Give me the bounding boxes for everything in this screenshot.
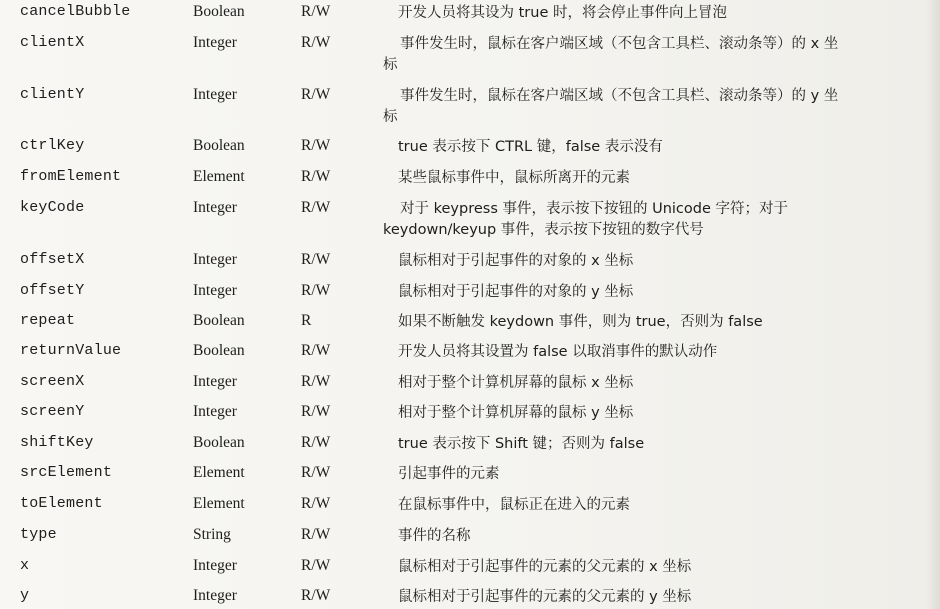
property-name: y: [20, 587, 30, 604]
property-description: 鼠标相对于引起事件的元素的父元素的 y 坐标: [398, 589, 692, 605]
property-access: R/W: [301, 86, 331, 103]
property-type: Element: [193, 168, 245, 185]
property-access: R: [301, 312, 312, 329]
property-access: R/W: [301, 495, 331, 512]
property-access: R/W: [301, 587, 331, 604]
property-access: R/W: [301, 403, 331, 420]
property-type: Integer: [193, 34, 237, 51]
property-name: ctrlKey: [20, 137, 85, 154]
property-type: Boolean: [193, 137, 245, 154]
property-name: repeat: [20, 312, 76, 329]
property-type: Integer: [193, 373, 237, 390]
property-name: screenY: [20, 403, 85, 420]
property-description: 某些鼠标事件中，鼠标所离开的元素: [398, 170, 630, 186]
property-description: 鼠标相对于引起事件的对象的 x 坐标: [398, 253, 634, 269]
property-type: Element: [193, 464, 245, 481]
property-description: 开发人员将其设置为 false 以取消事件的默认动作: [398, 344, 718, 360]
property-description: 引起事件的元素: [398, 466, 500, 482]
property-description: 开发人员将其设为 true 时，将会停止事件向上冒泡: [398, 5, 727, 21]
property-description: 事件发生时，鼠标在客户端区域（不包含工具栏、滚动条等）的 y 坐标: [383, 88, 839, 125]
property-description: 事件的名称: [398, 528, 471, 544]
property-name: returnValue: [20, 342, 122, 359]
property-type: Boolean: [193, 3, 245, 20]
property-description: 相对于整个计算机屏幕的鼠标 x 坐标: [398, 375, 634, 391]
property-type: Integer: [193, 557, 237, 574]
property-description: 事件发生时，鼠标在客户端区域（不包含工具栏、滚动条等）的 x 坐标: [383, 36, 839, 73]
property-name: cancelBubble: [20, 3, 131, 20]
property-access: R/W: [301, 464, 331, 481]
property-name: srcElement: [20, 464, 113, 481]
property-description: 鼠标相对于引起事件的对象的 y 坐标: [398, 284, 634, 300]
property-description: 在鼠标事件中，鼠标正在进入的元素: [398, 497, 630, 513]
property-type: Boolean: [193, 342, 245, 359]
property-name: x: [20, 557, 30, 574]
property-type: Integer: [193, 403, 237, 420]
property-name: offsetY: [20, 282, 85, 299]
property-access: R/W: [301, 3, 331, 20]
property-type: Boolean: [193, 312, 245, 329]
property-access: R/W: [301, 342, 331, 359]
property-access: R/W: [301, 168, 331, 185]
property-name: toElement: [20, 495, 103, 512]
property-access: R/W: [301, 251, 331, 268]
property-access: R/W: [301, 282, 331, 299]
property-type: Element: [193, 495, 245, 512]
property-description: 对于 keypress 事件，表示按下按钮的 Unicode 字符；对于 keydown/keyup 事件，表示按下按钮的数字代号: [383, 201, 788, 238]
property-name: type: [20, 526, 57, 543]
property-name: clientY: [20, 86, 85, 103]
property-name: keyCode: [20, 199, 85, 216]
property-access: R/W: [301, 199, 331, 216]
property-name: offsetX: [20, 251, 85, 268]
property-access: R/W: [301, 373, 331, 390]
property-description: 相对于整个计算机屏幕的鼠标 y 坐标: [398, 405, 634, 421]
property-description: 鼠标相对于引起事件的元素的父元素的 x 坐标: [398, 559, 692, 575]
property-type: Integer: [193, 282, 237, 299]
property-access: R/W: [301, 137, 331, 154]
property-type: Integer: [193, 86, 237, 103]
property-access: R/W: [301, 526, 331, 543]
property-name: screenX: [20, 373, 85, 390]
property-name: shiftKey: [20, 434, 94, 451]
property-type: Integer: [193, 251, 237, 268]
property-type: Integer: [193, 587, 237, 604]
property-access: R/W: [301, 34, 331, 51]
property-description: true 表示按下 Shift 键；否则为 false: [398, 436, 645, 452]
property-name: fromElement: [20, 168, 122, 185]
property-description: true 表示按下 CTRL 键，false 表示没有: [398, 139, 663, 155]
property-description: 如果不断触发 keydown 事件，则为 true，否则为 false: [398, 314, 763, 330]
property-access: R/W: [301, 557, 331, 574]
page-edge-shadow: [926, 0, 940, 609]
property-type: Boolean: [193, 434, 245, 451]
property-type: Integer: [193, 199, 237, 216]
property-name: clientX: [20, 34, 85, 51]
property-access: R/W: [301, 434, 331, 451]
property-type: String: [193, 526, 231, 543]
